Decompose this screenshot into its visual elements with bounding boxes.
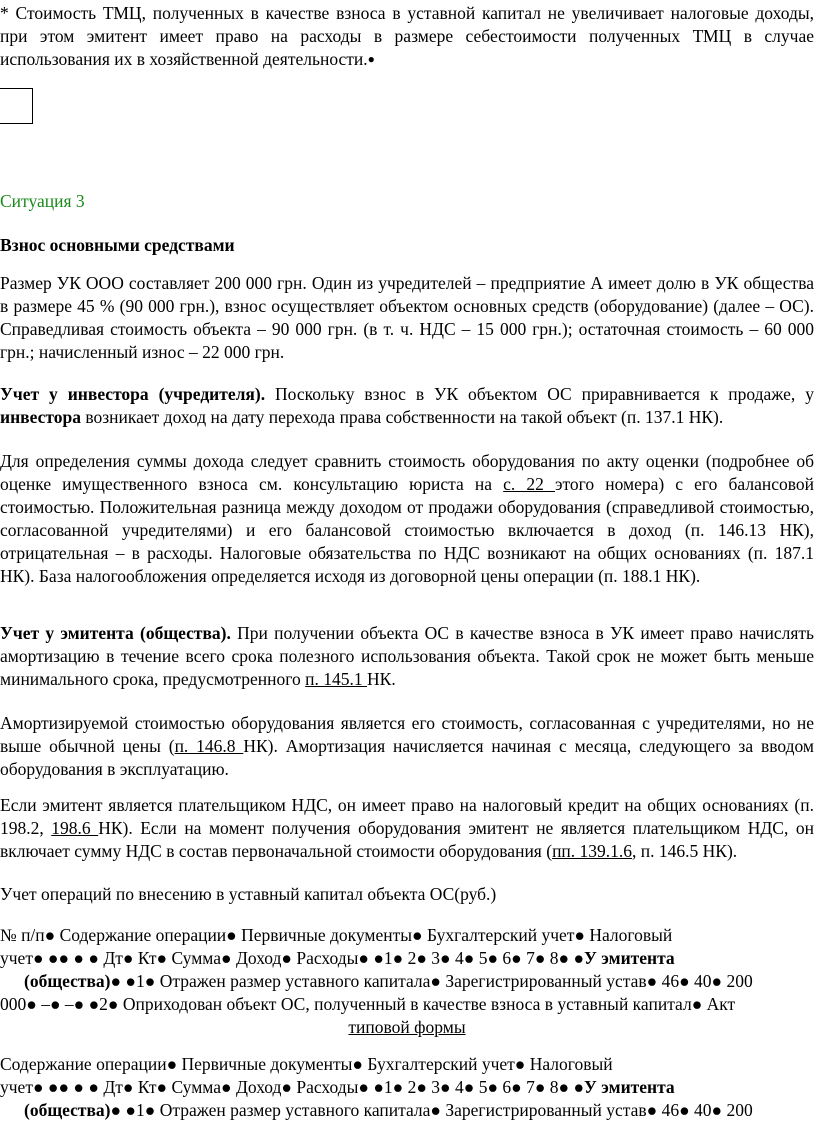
table-caption: Учет операций по внесению в уставный капитал объекта ОС(руб.) [0, 884, 497, 904]
paragraph-vat: Если эмитент является плательщиком НДС, он имеет право на налоговый кредит на общих основаниях (п. 198.2, 198.6 НК). Если на момент получения оборудования эмитент не является плательщиком НДС, он включает сумму НДС в состав первоначальной стоимости оборудования (пп. 139.1.6, п. 146.5 НК). [0, 795, 814, 861]
table-block-2 [0, 1053, 814, 1122]
table-block-1-line-5 [0, 1016, 814, 1039]
link-p-198-6[interactable]: 198.6 [51, 818, 99, 838]
table-block-2-line-2: учет● ●● ● ● Дт● Кт● Сумма● Доход● Расходы● ●1● 2● 3● 4● 5● 6● 7● 8● ●У эмитента [0, 1077, 675, 1097]
table-block-2-line-1: Содержание операции● Первичные документы● Бухгалтерский учет● Налоговый [0, 1054, 613, 1074]
section-title: Взнос основными средствами [0, 235, 235, 255]
paragraph-depreciation: Амортизируемой стоимостью оборудования является его стоимость, согласованная с учредителями, но не выше обычной цены (п. 146.8 НК). Амортизация начисляется начиная с месяца, следующего за вводом оборудования в эксплуатацию. [0, 713, 814, 779]
table-block-1-line-3: (общества)● ●1● Отражен размер уставного капитала● Зарегистрированный устав● 46● 40● 200 [24, 971, 753, 991]
link-p-145-1[interactable]: п. 145.1 [305, 669, 368, 689]
paragraph-1: Размер УК ООО составляет 200 000 грн. Один из учредителей – предприятие А имеет долю в УК общества в размере 45 % (90 000 грн.), взнос осуществляет объектом основных средств (оборудование) (далее – ОС). Справедливая стоимость объекта – 90 000 грн. (в т. ч. НДС – 15 000 грн.); остаточная стоимость – 60 000 грн.; начисленный износ – 22 000 грн. [0, 273, 814, 362]
paragraph-issuer: Учет у эмитента (общества). При получении объекта ОС в качестве взноса в УК имеет право начислять амортизацию в течение всего срока полезного использования объекта. Такой срок не может быть меньше минимального срока, предусмотренного п. 145.1 НК. [0, 623, 815, 689]
table-block-1 [0, 924, 814, 1039]
table-block-1-line-4: 000● –● –● ●2● Оприходован объект ОС, полученный в качестве взноса в уставный капитал● Акт [0, 994, 736, 1014]
link-page-22[interactable]: с. 22 [503, 474, 555, 494]
link-p-146-8[interactable]: п. 146.8 [174, 736, 244, 756]
paragraph-income: Для определения суммы дохода следует сравнить стоимость оборудования по акту оценки (подробнее об оценке имущественного взноса см. консультацию юриста на с. 22 этого номера) с его балансовой стоимостью. Положительная разница между доходом от продажи оборудования (справедливой стоимостью, согласованной учредителями) и его балансовой стоимостью включается в доход (п. 146.13 НК), отрицательная – в расходы. Налоговые обязательства по НДС возникают на общих основаниях (п. 187.1 НК). База налогообложения определяется исходя из договорной цены операции (п. 188.1 НК). [0, 451, 814, 586]
table-block-1-line-1: № п/п● Содержание операции● Первичные документы● Бухгалтерский учет● Налоговый [0, 925, 673, 945]
situation-heading: Ситуация 3 [0, 191, 85, 211]
table-block-2-line-3: (общества)● ●1● Отражен размер уставного капитала● Зарегистрированный устав● 46● 40● 200 [24, 1100, 753, 1120]
link-typical-form[interactable]: типовой формы [348, 1017, 466, 1037]
bullet-dot: ● [367, 52, 375, 66]
table-block-1-line-2: учет● ●● ● ● Дт● Кт● Сумма● Доход● Расходы● ●1● 2● 3● 4● 5● 6● 7● 8● ●У эмитента [0, 948, 675, 968]
empty-box [0, 88, 33, 124]
footnote-paragraph: * Стоимость ТМЦ, полученных в качестве взноса в уставной капитал не увеличивает налоговые доходы, при этом эмитент имеет право на расходы в размере себестоимости полученных ТМЦ в случае использования их в хозяйственной деятельности.● [0, 3, 814, 69]
link-pp-139-1-6[interactable]: пп. 139.1.6 [552, 841, 633, 861]
paragraph-investor: Учет у инвестора (учредителя). Поскольку взнос в УК объектом ОС приравнивается к продаже, у инвестора возникает доход на дату перехода права собственности на такой объект (п. 137.1 НК). [0, 384, 814, 427]
